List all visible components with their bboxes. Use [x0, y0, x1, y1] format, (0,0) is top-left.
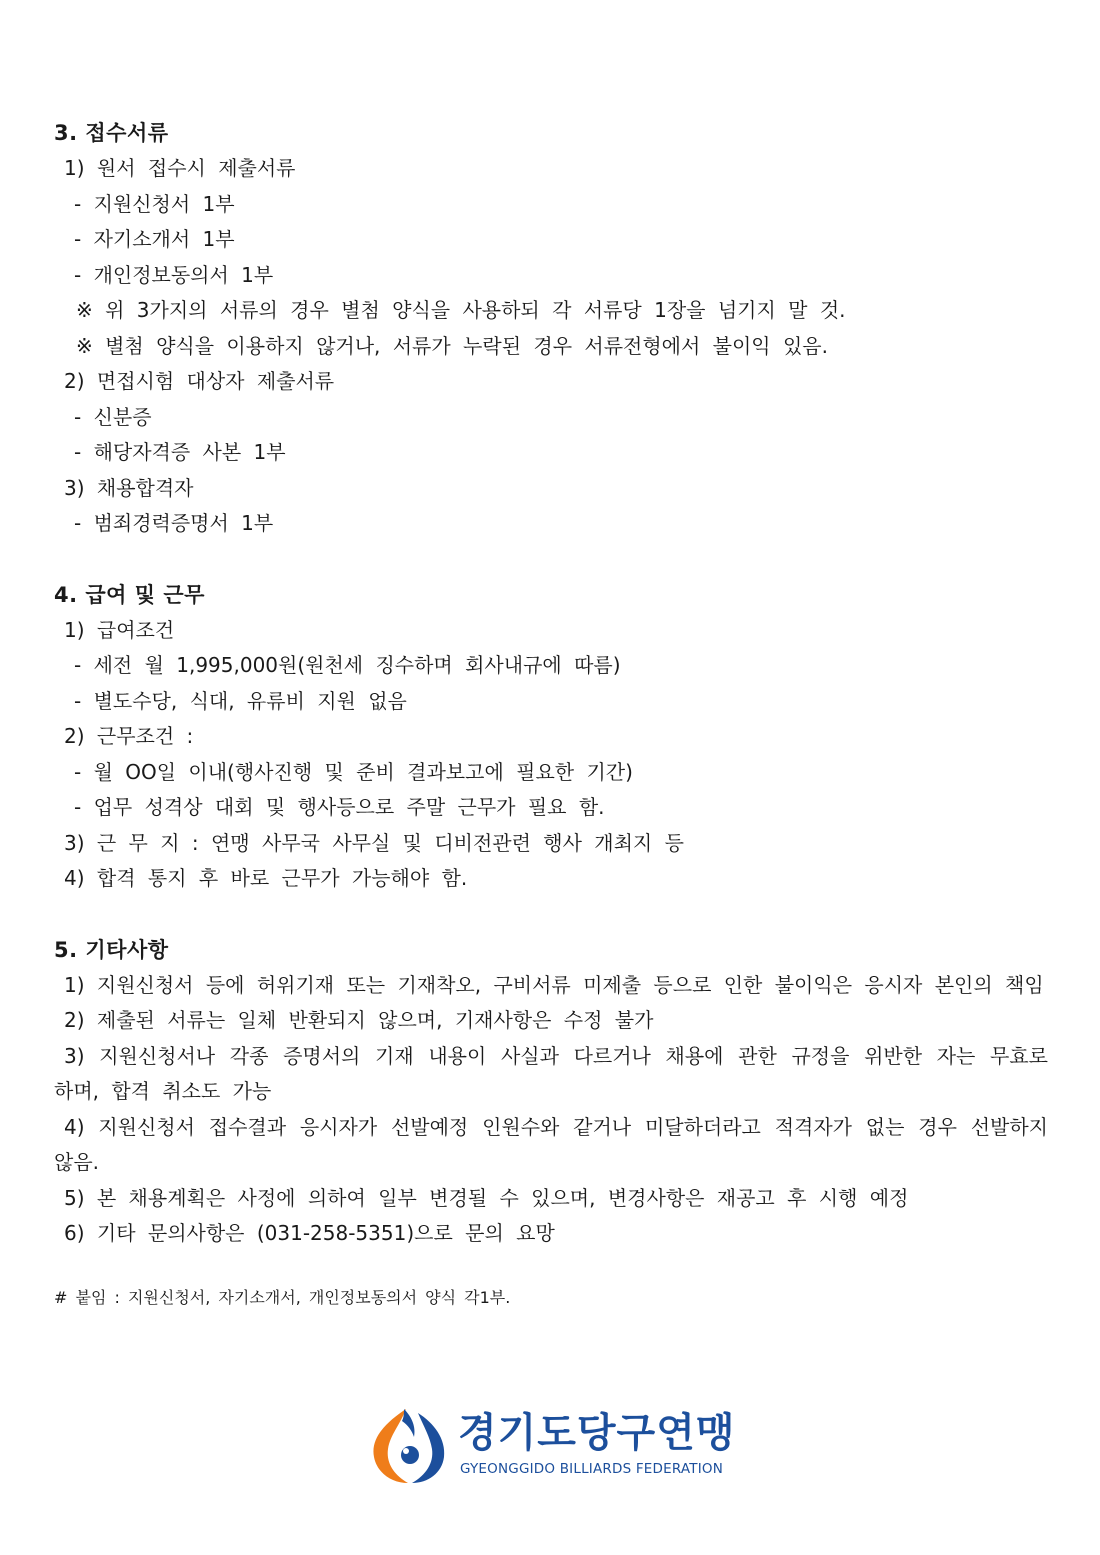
list-item: 3) 근 무 지 : 연맹 사무국 사무실 및 디비전관련 행사 개최지 등 [64, 830, 684, 855]
spacer [54, 542, 1048, 578]
attachment-note: # 붙임 : 지원신청서, 자기소개서, 개인정보동의서 양식 각1부. [54, 1287, 511, 1307]
list-item: - 세전 월 1,995,000원(원천세 징수하며 회사내규에 따름) [74, 653, 621, 677]
list-item: 1) 지원신청서 등에 허위기재 또는 기재착오, 구비서류 미제출 등으로 인한 불이익은 응시자 본인의 책임 [64, 972, 1044, 997]
section-documents [54, 116, 1048, 542]
note-item: ※ 별첨 양식을 이용하지 않거나, 서류가 누락된 경우 서류전형에서 불이익 있음. [76, 333, 828, 358]
note-item: ※ 위 3가지의 서류의 경우 별첨 양식을 사용하되 각 서류당 1장을 넘기지 말 것. [76, 298, 846, 322]
list-item: 4) 지원신청서 접수결과 응시자가 선발예정 인원수와 같거나 미달하더라고 적격자가 없는 경우 선발하지 않음. [54, 1114, 1048, 1174]
section-other-notes [54, 933, 1048, 1252]
list-item: - 별도수당, 식대, 유류비 지원 없음 [74, 688, 407, 713]
list-item: 5) 본 채용계획은 사정에 의하여 일부 변경될 수 있으며, 변경사항은 재공고 후 시행 예정 [64, 1185, 909, 1210]
section-salary-work [54, 578, 1048, 897]
list-item: 4) 합격 통지 후 바로 근무가 가능해야 함. [64, 866, 468, 890]
list-item: - 월 OO일 이내(행사진행 및 준비 결과보고에 필요한 기간) [74, 759, 633, 784]
list-item: 2) 면접시험 대상자 제출서류 [64, 369, 335, 393]
list-item: - 업무 성격상 대회 및 행사등으로 주말 근무가 필요 함. [74, 795, 605, 819]
list-item: 2) 제출된 서류는 일체 반환되지 않으며, 기재사항은 수정 불가 [64, 1008, 654, 1032]
list-item: 3) 채용합격자 [64, 475, 194, 500]
logo-text-korean: 경기도당구연맹 [458, 1410, 736, 1456]
list-item: 2) 근무조건 : [64, 724, 194, 748]
spacer [54, 897, 1048, 933]
list-item: - 범죄경력증명서 1부 [74, 511, 274, 535]
list-item: - 자기소개서 1부 [74, 227, 235, 251]
list-item: 1) 급여조건 [64, 617, 175, 642]
section-title: 5. 기타사항 [54, 937, 169, 962]
section-title: 4. 급여 및 근무 [54, 582, 205, 607]
federation-logo [368, 1403, 738, 1485]
logo-text-english: GYEONGGIDO BILLIARDS FEDERATION [460, 1461, 724, 1477]
list-item: - 해당자격증 사본 1부 [74, 440, 286, 464]
list-item: - 개인정보동의서 1부 [74, 262, 274, 287]
list-item: 6) 기타 문의사항은 (031-258-5351)으로 문의 요망 [64, 1221, 555, 1245]
list-item: 1) 원서 접수시 제출서류 [64, 156, 296, 180]
list-item: - 지원신청서 1부 [74, 191, 235, 216]
list-item: - 신분증 [74, 404, 152, 429]
billiards-flame-icon [368, 1403, 450, 1485]
document-body [54, 116, 1048, 1310]
list-item: 3) 지원신청서나 각종 증명서의 기재 내용이 사실과 다르거나 채용에 관한 규정을 위반한 자는 무효로 하며, 합격 취소도 가능 [54, 1043, 1048, 1103]
section-title: 3. 접수서류 [54, 121, 169, 145]
